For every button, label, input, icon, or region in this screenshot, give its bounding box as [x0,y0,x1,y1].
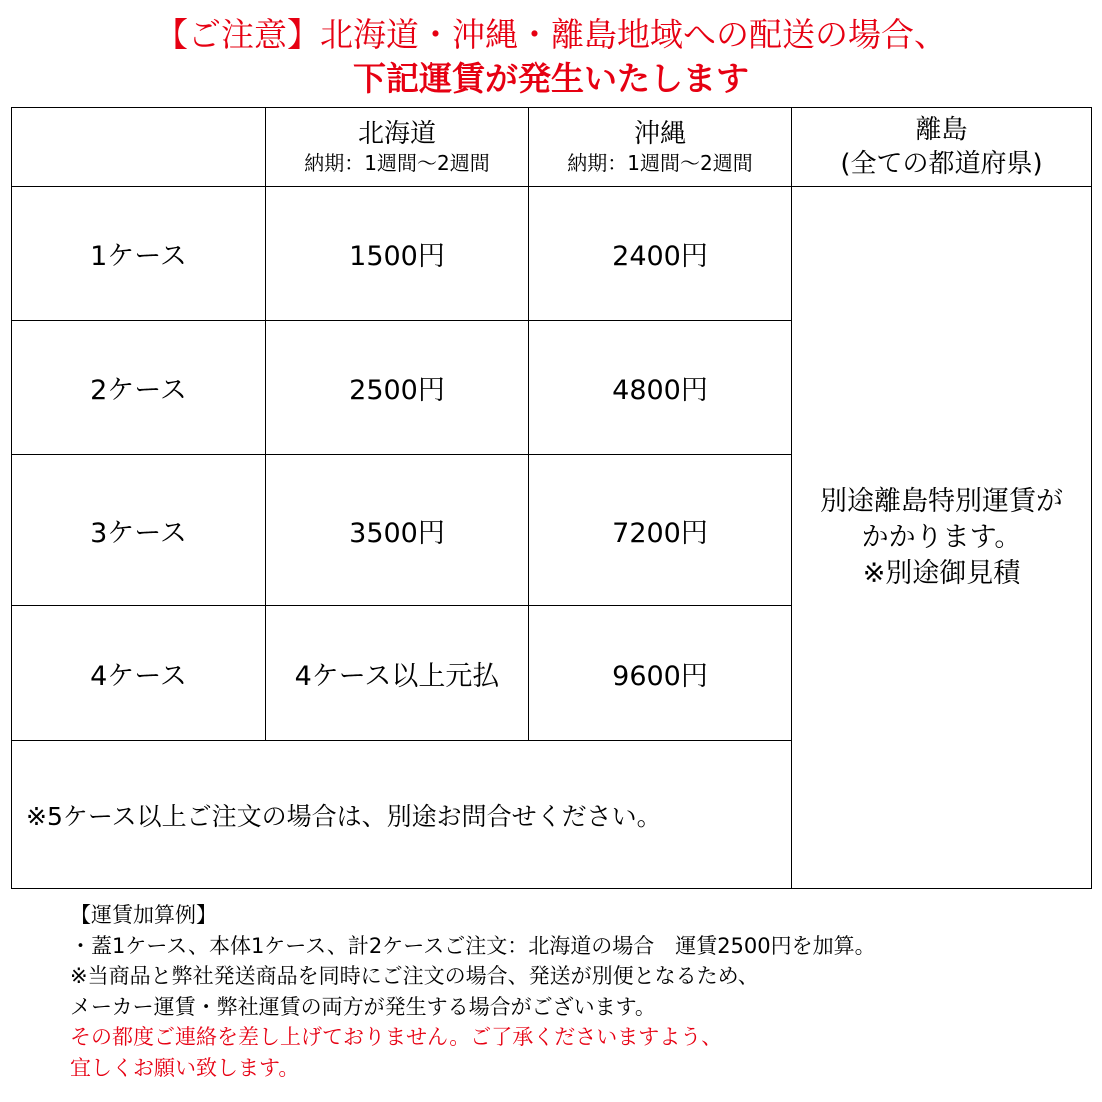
islands-note-line: かかります。 [861,521,1022,553]
notes-heading: 【運賃加算例】 [70,903,217,927]
table-row [12,187,1092,321]
header-islands-line: 離島 [915,115,968,145]
header-islands-line: (全ての都道府県) [840,149,1043,179]
notice-title-line-2: 下記運賃が発生いたします [353,59,749,98]
header-okinawa-leadtime: 納期：1週間〜2週間 [567,151,753,175]
shipping-rate-table [11,107,1092,889]
islands-note-line: ※別途御見積 [862,557,1021,589]
notes-line: ※当商品と弊社発送商品を同時にご注文の場合、発送が別便となるため、 [70,964,759,988]
islands-note-line: 別途離島特別運賃が [820,485,1063,517]
row-case-label: 1ケース [12,187,266,321]
hokkaido-rate: 4ケース以上元払 [266,606,529,741]
notes-line: ・蓋1ケース、本体1ケース、計2ケースご注文：北海道の場合 運賃2500円を加算。 [70,933,876,958]
freight-example-notes [70,900,1070,1083]
header-hokkaido-leadtime: 納期：1週間〜2週間 [304,151,490,175]
okinawa-rate: 2400円 [529,187,792,321]
hokkaido-rate: 1500円 [266,187,529,321]
row-case-label: 4ケース [12,606,266,741]
header-okinawa-name: 沖縄 [633,119,686,149]
header-empty-cell [12,108,266,187]
bulk-order-note: ※5ケース以上ご注文の場合は、別途お問合せください。 [12,741,792,889]
okinawa-rate: 9600円 [529,606,792,741]
header-okinawa [529,108,792,187]
notes-red-line: その都度ご連絡を差し上げておりません。ご了承くださいますよう、 [70,1025,723,1049]
okinawa-rate: 4800円 [529,321,792,455]
notice-title-line-1: 【ご注意】北海道・沖縄・離島地域への配送の場合、 [155,15,947,54]
header-hokkaido [266,108,529,187]
row-case-label: 3ケース [12,455,266,606]
notes-line: メーカー運賃・弊社運賃の両方が発生する場合がございます。 [70,994,656,1019]
hokkaido-rate: 3500円 [266,455,529,606]
header-hokkaido-name: 北海道 [357,119,436,149]
header-islands [792,108,1092,187]
row-case-label: 2ケース [12,321,266,455]
hokkaido-rate: 2500円 [266,321,529,455]
islands-note-cell [792,187,1092,889]
okinawa-rate: 7200円 [529,455,792,606]
notes-red-line: 宜しくお願い致します。 [70,1055,300,1080]
table-header-row [12,108,1092,187]
